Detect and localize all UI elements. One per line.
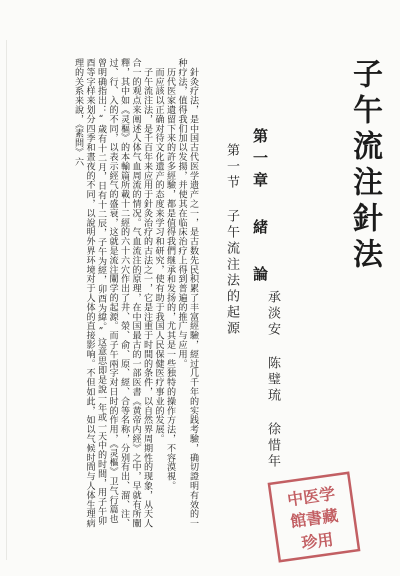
text-column: 合一的观点来阐述人体气血周流的情况。气血流注的原理，在中国最古的一部医書《黄帝内經》之中，早就有所闡 <box>130 58 141 528</box>
text-column: 历代医家遺留下来的許多經驗，都是值得我們继承和发扬的，尤其是一些独特的操作方法，不容漠視。 <box>165 58 175 491</box>
text-column: 酉等字样来划分四季和晝夜的不同，以說明外界环境对于人体的直接影响。不但如此，如以气候时間与人体生理病 <box>84 58 95 528</box>
text-column: 过、行、入的不同，以表示經气的盛衰，这就是流注闡学的起源。而子午兩字对日时的作用，《灵樞》卫气行篇也 <box>107 58 118 524</box>
library-seal-stamp <box>266 470 362 564</box>
text-column: 而应該以正确对待文化遗产的态度来学习和研究，使有助于我国人民保健医疗事业的发展。 <box>153 58 164 444</box>
text-column: 子午流注法，是千百年来应用于針灸治疗的古法之一，它是注重于时間的条件，以自然界周期性的现象，从天人 <box>142 58 152 528</box>
svg-text:館書藏: 館書藏 <box>289 505 340 532</box>
text-column: 理的关系来說，《素問》六 <box>73 58 83 167</box>
text-column: 曾明确指出：“歲有十二月，日有十二辰，子午为經，卯酉为緯。”这意思即是說一年或一天中的时間，用子午卯 <box>96 58 106 526</box>
page-edge <box>6 40 7 560</box>
text-column: 种疗法，值得我们加以发揚，并使其在临床治疗上得到普遍的推广与应用。 <box>176 58 187 369</box>
text-column: 針灸疗法，是中国古代医学遗产之一，是古数先民积累了丰富經驗，經过几千年的实践考驗，确切證明有效的一 <box>188 58 198 528</box>
svg-text:珍用: 珍用 <box>300 529 335 553</box>
section-heading: 第一节 子午流注法的起源 <box>224 143 239 337</box>
chapter-heading: 第一章 緒 論 <box>251 128 269 288</box>
svg-text:中医学: 中医学 <box>286 483 337 510</box>
author-line: 承淡安 陈璧琉 徐惜年 <box>265 290 280 470</box>
book-title: 子午流注針法 <box>347 58 382 274</box>
text-column: 釋，其中如《灵樞》的本輸篇所載十二經的六十六穴作出了井、滎、俞、原、經、合等名称，分别有出、溜、注、 <box>119 58 129 528</box>
